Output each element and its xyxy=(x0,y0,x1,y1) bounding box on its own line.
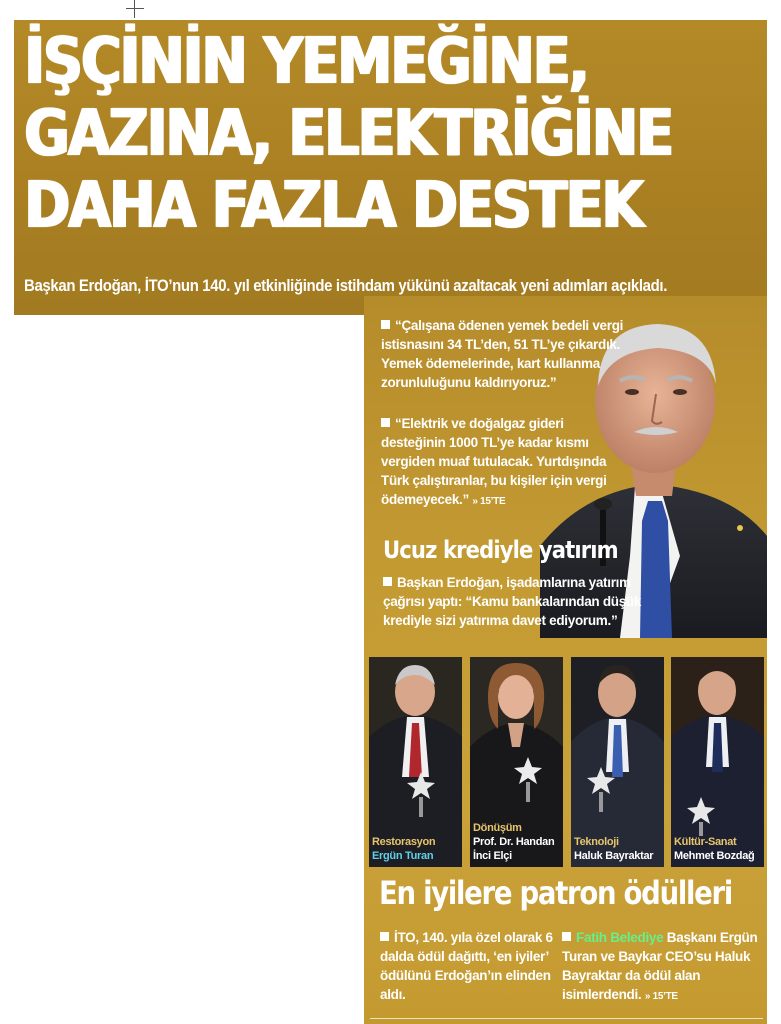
credit-box-body: Başkan Erdoğan, işadamlarına yatırım çağrısı yaptı: “Kamu bankalarından düşük krediyle sizi yatırıma davet ediyorum.” xyxy=(383,575,642,628)
award-category: Dönüşüm xyxy=(473,822,522,834)
bullet-icon xyxy=(381,418,390,427)
award-photo-2 xyxy=(470,657,563,867)
awards-text-left-body: İTO, 140. yıla özel olarak 6 dalda ödül dağıttı, ‘en iyiler’ ödülünü Erdoğan’ın elinden aldı. xyxy=(380,930,553,1002)
subheadline: Başkan Erdoğan, İTO’nun 140. yıl etkinliğinde istihdam yükünü azaltacak yeni adımları açıkladı. xyxy=(24,276,668,295)
headline-line-3: DAHA FAZLA DESTEK xyxy=(24,169,643,243)
bullet-icon xyxy=(380,932,389,941)
quote-text: “Elektrik ve doğalgaz gideri desteğinin 1000 TL’ye kadar kısmı vergiden muaf tutulacak. Yurtdışında Türk çalıştıranlar, bu kişiler için vergi ödemeyecek.” xyxy=(381,416,607,507)
quote-energy-support xyxy=(381,414,626,511)
quote-text: “Çalışana ödenen yemek bedeli vergi istisnasını 34 TL’den, 51 TL’ye çıkardık. Yemek ödemelerinde, kart kullanma zorunluluğunu kaldırıyoruz.” xyxy=(381,318,624,390)
award-caption xyxy=(473,821,563,863)
award-category: Kültür-Sanat xyxy=(674,836,737,848)
award-category: Teknoloji xyxy=(574,836,619,848)
awards-text-right xyxy=(562,928,762,1006)
awards-title: En iyilere patron ödülleri xyxy=(379,874,732,912)
bullet-icon xyxy=(383,577,392,586)
headline-line-2: GAZINA, ELEKTRİĞİNE xyxy=(24,97,672,171)
registration-mark xyxy=(126,0,144,18)
award-caption xyxy=(674,835,754,863)
award-category: Restorasyon xyxy=(372,836,436,848)
headline-line-1: İŞÇİNİN YEMEĞİNE, xyxy=(24,25,588,99)
award-recipient: Mehmet Bozdağ xyxy=(674,850,755,862)
bottom-rule xyxy=(370,1018,763,1019)
award-photo-3 xyxy=(571,657,664,867)
bullet-icon xyxy=(381,320,390,329)
award-caption xyxy=(574,835,653,863)
awards-text-right-body: Başkanı Ergün Turan ve Baykar CEO’su Haluk Bayraktar da ödül alan isimlerdendi. xyxy=(562,930,758,1002)
page-reference: » 15’TE xyxy=(472,496,506,507)
award-photo-4 xyxy=(671,657,764,867)
award-photos xyxy=(369,657,763,867)
award-caption xyxy=(372,835,435,863)
awards-text-left xyxy=(380,928,555,1004)
award-photo-1 xyxy=(369,657,462,867)
credit-box-text xyxy=(383,573,655,630)
award-recipient: Prof. Dr. Handan İnci Elçi xyxy=(473,836,555,862)
page-reference: » 15’TE xyxy=(644,991,678,1002)
award-recipient: Haluk Bayraktar xyxy=(574,850,654,862)
award-recipient: Ergün Turan xyxy=(372,850,434,862)
quote-meal-allowance xyxy=(381,316,626,392)
headline xyxy=(24,25,672,243)
credit-box-title: Ucuz krediyle yatırım xyxy=(383,536,618,564)
highlight-municipality: Fatih Belediye xyxy=(576,930,664,945)
bullet-icon xyxy=(562,932,571,941)
